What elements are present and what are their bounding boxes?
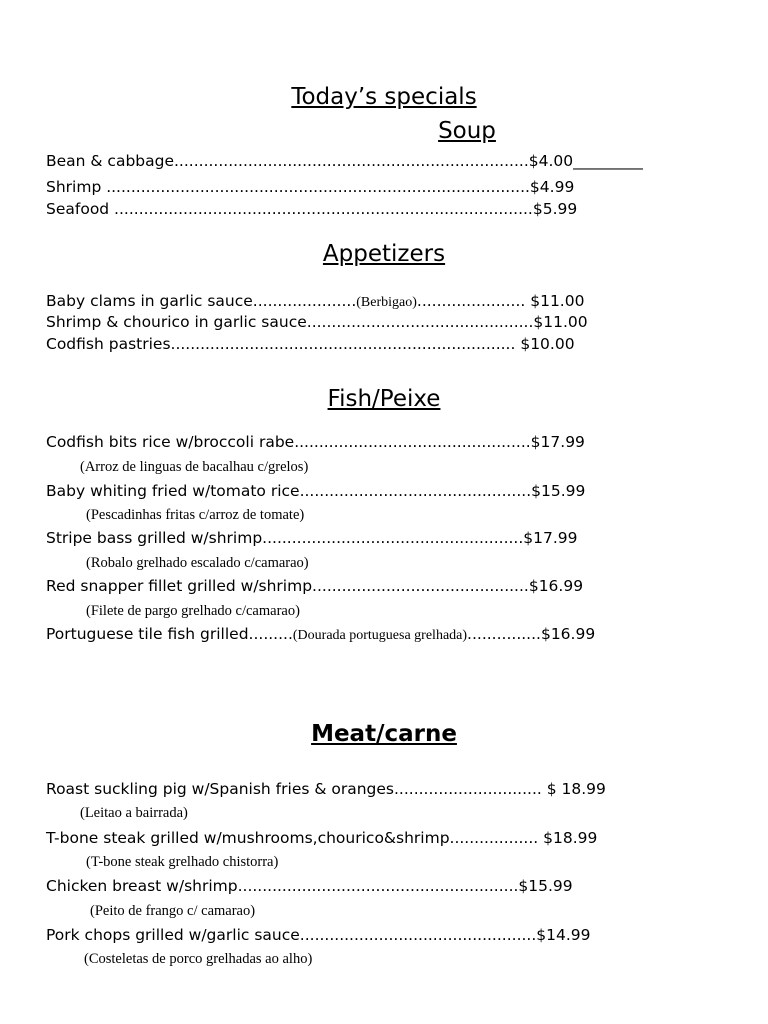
- appetizers-heading: Appetizers: [322, 241, 446, 267]
- fish-heading: Fish/Peixe: [327, 386, 441, 412]
- menu-item: [46, 152, 643, 170]
- item-text: Bean & cabbage........................................................................$4.00: [46, 152, 574, 170]
- menu-item: Baby whiting fried w/tomato rice...............................................$15.99: [46, 482, 586, 500]
- menu-item: Roast suckling pig w/Spanish fries & oranges.............................. $ 18.99: [46, 780, 606, 798]
- item-portuguese-name: (Leitao a bairrada): [80, 805, 188, 821]
- menu-item: Chicken breast w/shrimp.........................................................$15.99: [46, 877, 573, 895]
- menu-item: [46, 292, 584, 311]
- item-portuguese-name: (Arroz de linguas de bacalhau c/grelos): [80, 459, 309, 475]
- menu-item: Pork chops grilled w/garlic sauce................................................$14.99: [46, 926, 591, 944]
- item-portuguese-name: (Dourada portuguesa grelhada): [292, 628, 468, 643]
- item-portuguese-name: (Pescadinhas fritas c/arroz de tomate): [86, 507, 305, 523]
- menu-item: Shrimp & chourico in garlic sauce..............................................$11.00: [46, 313, 588, 331]
- item-portuguese-name: (Peito de frango c/ camarao): [90, 903, 256, 919]
- item-text: Portuguese tile fish grilled.........: [46, 625, 293, 643]
- menu-item: Red snapper fillet grilled w/shrimp............................................$16.99: [46, 577, 584, 595]
- item-portuguese-name: (Costeletas de porco grelhadas ao alho): [84, 951, 313, 967]
- menu-item: Codfish bits rice w/broccoli rabe................................................$17.99: [46, 433, 585, 451]
- menu-item: Codfish pastries...................................................................... $10.00: [46, 335, 575, 353]
- item-portuguese-name: (Berbigao): [356, 295, 417, 310]
- item-portuguese-name: (T-bone steak grelhado chistorra): [86, 854, 279, 870]
- page-title: Today’s specials: [291, 84, 477, 110]
- menu-item: Seafood .....................................................................................$5.99: [46, 200, 578, 218]
- menu-item: Shrimp ......................................................................................$4.99: [46, 178, 575, 196]
- item-text: Baby clams in garlic sauce.....................: [46, 292, 357, 310]
- menu-item: Stripe bass grilled w/shrimp.....................................................$17.99: [46, 529, 578, 547]
- menu-item: T-bone steak grilled w/mushrooms,chourico&shrimp.................. $18.99: [46, 829, 598, 847]
- item-portuguese-name: (Robalo grelhado escalado c/camarao): [86, 555, 309, 571]
- meat-heading: Meat/carne: [311, 721, 457, 747]
- item-underline: _________: [573, 152, 643, 170]
- menu-item: [46, 625, 595, 644]
- item-portuguese-name: (Filete de pargo grelhado c/camarao): [86, 603, 300, 619]
- item-price: ...............$16.99: [467, 625, 596, 643]
- soup-heading: Soup: [438, 118, 496, 144]
- item-price: ...................... $11.00: [416, 292, 585, 310]
